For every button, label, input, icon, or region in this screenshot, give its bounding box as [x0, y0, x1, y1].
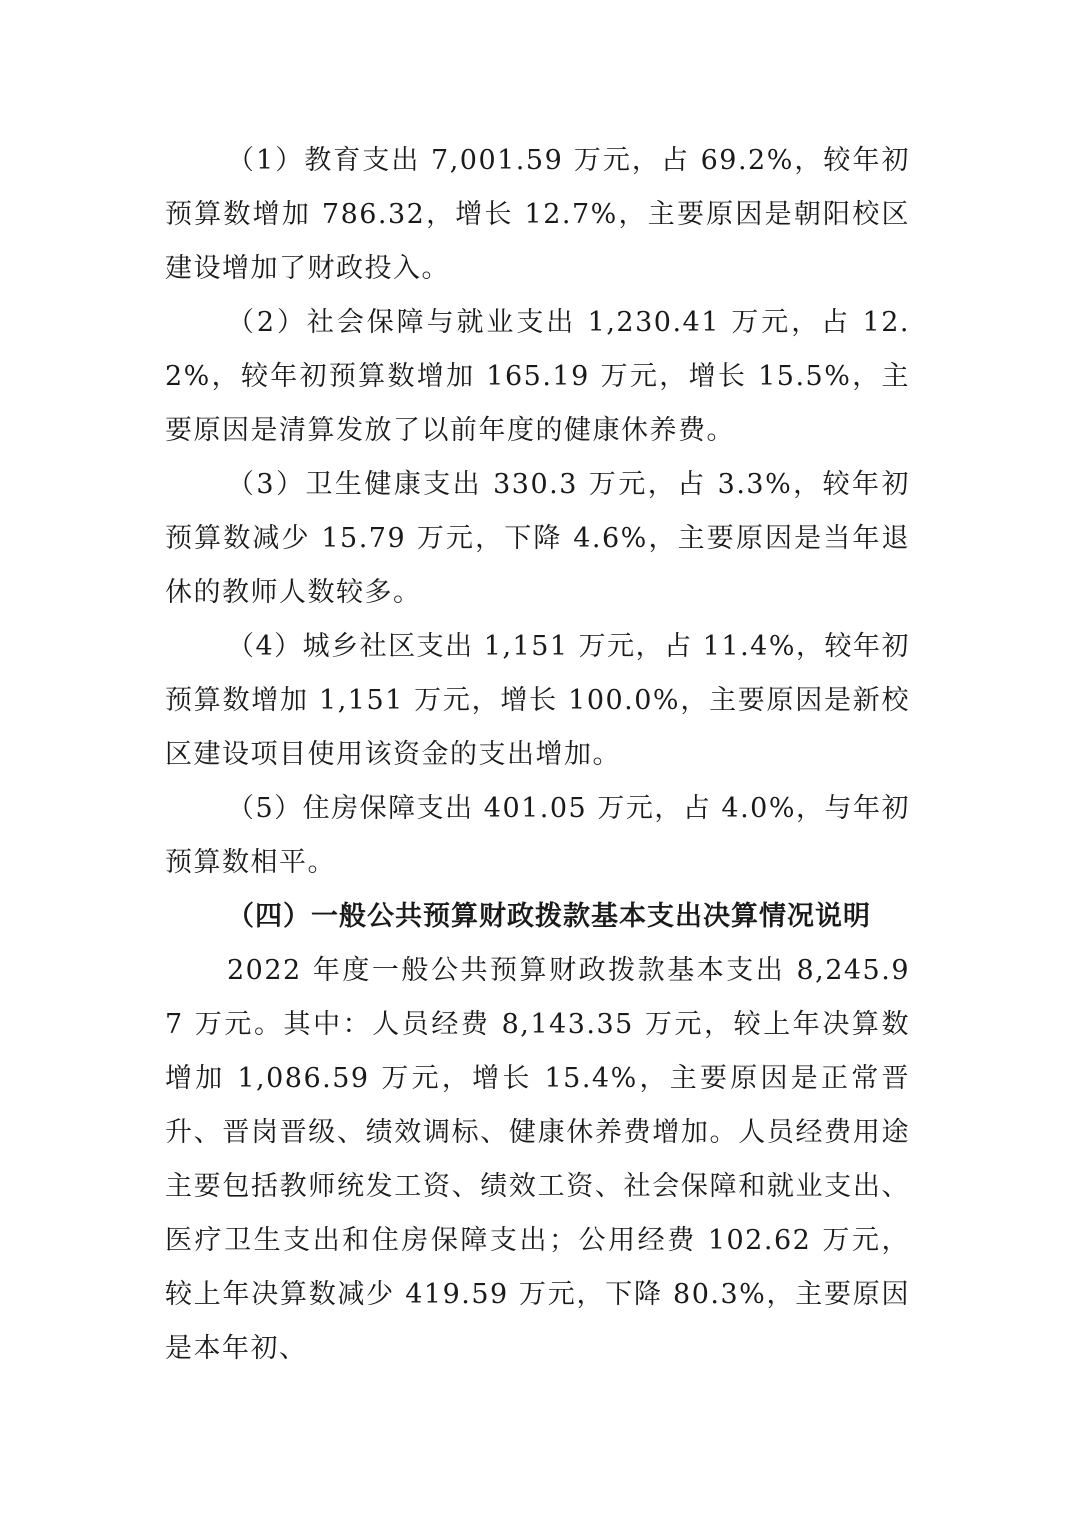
section-heading: （四）一般公共预算财政拨款基本支出决算情况说明: [227, 901, 871, 932]
paragraph-housing-expense: （5）住房保障支出 401.05 万元，占 4.0%，与年初预算数相平。: [165, 793, 910, 878]
document-page: [165, 134, 910, 1376]
paragraph-health-expense: （3）卫生健康支出 330.3 万元，占 3.3%，较年初预算数减少 15.79 万元，下降 4.6%，主要原因是当年退休的教师人数较多。: [165, 469, 910, 608]
paragraph-social-security-expense: （2）社会保障与就业支出 1,230.41 万元，占 12.2%，较年初预算数增加 165.19 万元，增长 15.5%，主要原因是清算发放了以前年度的健康休养费。: [165, 307, 910, 446]
paragraph-education-expense: （1）教育支出 7,001.59 万元，占 69.2%，较年初预算数增加 786.32，增长 12.7%，主要原因是朝阳校区建设增加了财政投入。: [165, 145, 910, 284]
section-body: 2022 年度一般公共预算财政拨款基本支出 8,245.97 万元。其中：人员经费 8,143.35 万元，较上年决算数增加 1,086.59 万元，增长 15.4%，主要原因是正常晋升、晋岗晋级、绩效调标、健康休养费增加。人员经费用途主要包括教师统发工资、绩效工资、社会保障和就业支出、医疗卫生支出和住房保障支出；公用经费 102.62 万元，较上年决算数减少 419.59 万元，下降 80.3%，主要原因是本年初、: [165, 955, 910, 1364]
paragraph-urban-rural-expense: （4）城乡社区支出 1,151 万元，占 11.4%，较年初预算数增加 1,151 万元，增长 100.0%，主要原因是新校区建设项目使用该资金的支出增加。: [165, 631, 910, 770]
